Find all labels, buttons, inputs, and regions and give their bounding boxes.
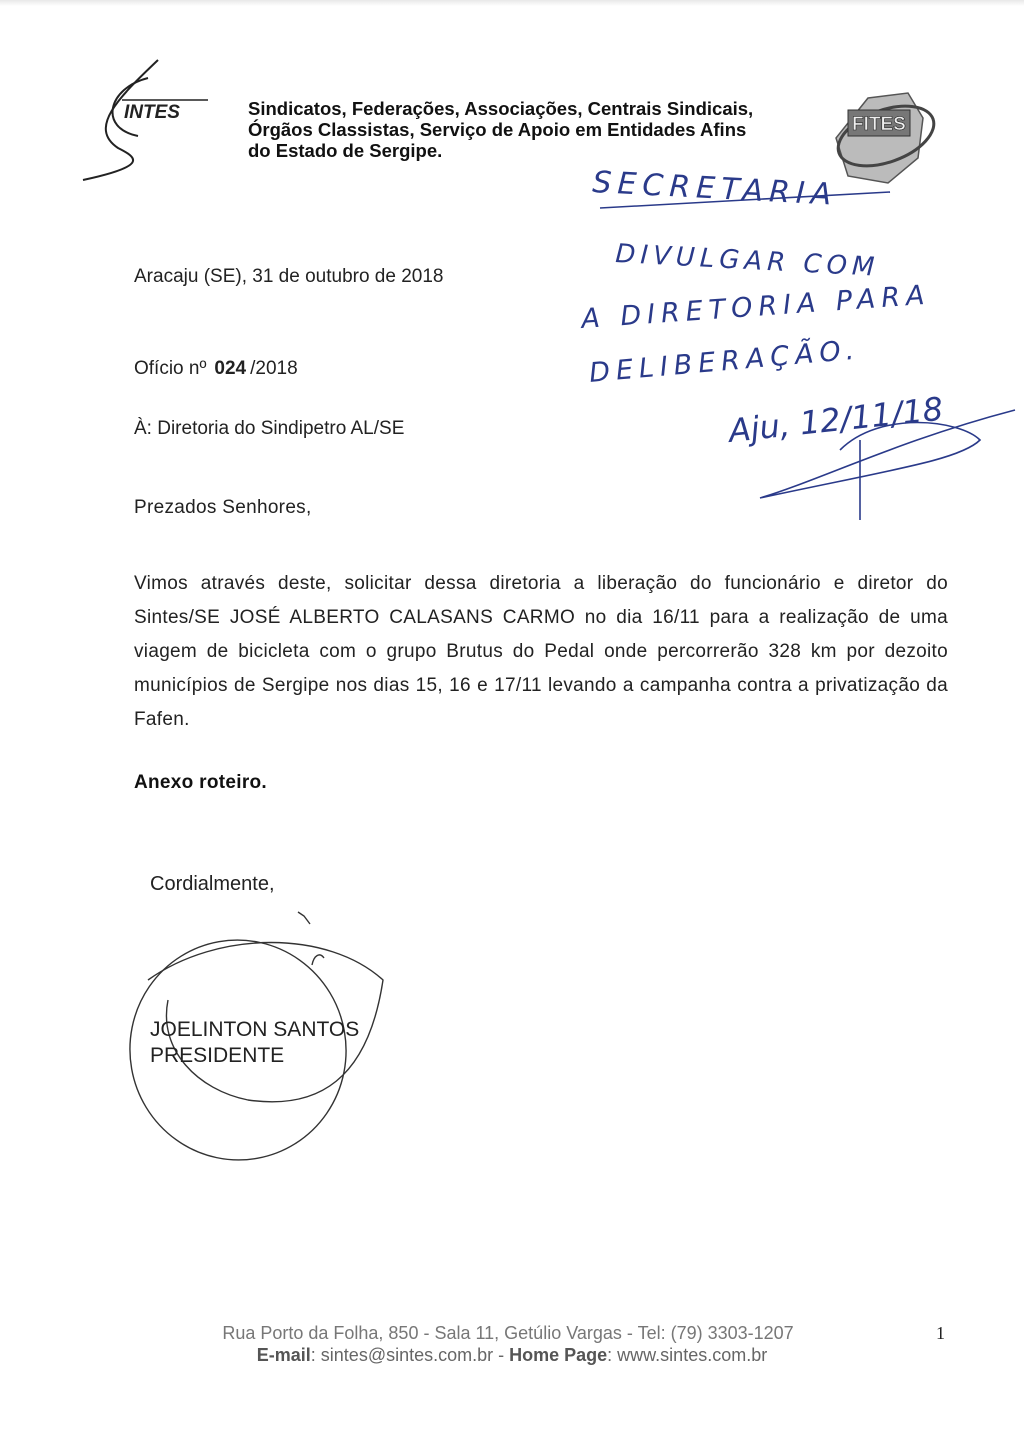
sintes-logo bbox=[78, 58, 218, 188]
footer-address bbox=[0, 1323, 1024, 1344]
note-line-5: Aju, 12/11/18 bbox=[726, 389, 945, 450]
org-line-2: Órgãos Classistas, Serviço de Apoio em Entidades Afins bbox=[248, 119, 747, 140]
letter-salutation: Prezados Senhores, bbox=[134, 497, 312, 518]
scan-edge bbox=[0, 0, 1024, 6]
note-line-4: DELIBERAÇÃO. bbox=[587, 334, 862, 389]
note-line-1: SECRETARIA bbox=[591, 165, 839, 213]
svg-text:FITES: FITES bbox=[852, 114, 906, 135]
note-line-3: A DIRETORIA PARA bbox=[580, 279, 932, 335]
letter-recipient: À: Diretoria do Sindipetro AL/SE bbox=[134, 418, 405, 439]
home-page-label: Home Page bbox=[509, 1345, 608, 1365]
footer-contact bbox=[0, 1345, 1024, 1366]
org-line-3: do Estado de Sergipe. bbox=[248, 140, 443, 161]
email-label: E-mail bbox=[256, 1345, 311, 1365]
email-text: : sintes@sintes.com.br - bbox=[310, 1345, 510, 1365]
org-line-1: Sindicatos, Federações, Associações, Centrais Sindicais, bbox=[248, 98, 754, 119]
letter-annex: Anexo roteiro. bbox=[134, 772, 267, 793]
note-line-2: DIVULGAR COM bbox=[614, 239, 881, 283]
letter-body: Vimos através deste, solicitar dessa diretoria a liberação do funcionário e diretor do Sintes/SE JOSÉ ALBERTO CALASANS CARMO no dia 16/11 para a realização de uma viagem de bicicleta com o grupo Brutus do Pedal onde percorrerão 328 km por dezoito municípios de Sergipe nos dias 15, 16 e 17/11 levando a campanha contra a privatização da Fafen. bbox=[134, 573, 948, 730]
oficio-number-line bbox=[134, 358, 298, 380]
oficio-number: 024 bbox=[214, 358, 247, 379]
letter-closing: Cordialmente, bbox=[150, 873, 275, 895]
home-page-text: : www.sintes.com.br bbox=[607, 1345, 768, 1365]
address-text: Rua Porto da Folha, 850 - Sala 11, Getúlio Vargas - Tel: (79) 3303-1207 bbox=[222, 1323, 794, 1343]
signer-name: JOELINTON SANTOS bbox=[150, 1018, 360, 1041]
page-number: 1 bbox=[936, 1323, 945, 1343]
signer-title: PRESIDENTE bbox=[150, 1044, 285, 1067]
svg-text:INTES: INTES bbox=[124, 102, 180, 123]
oficio-year: /2018 bbox=[250, 358, 298, 379]
handwritten-note bbox=[560, 150, 1020, 530]
letter-date: Aracaju (SE), 31 de outubro de 2018 bbox=[134, 266, 444, 287]
oficio-label: Ofício nº bbox=[134, 358, 207, 379]
